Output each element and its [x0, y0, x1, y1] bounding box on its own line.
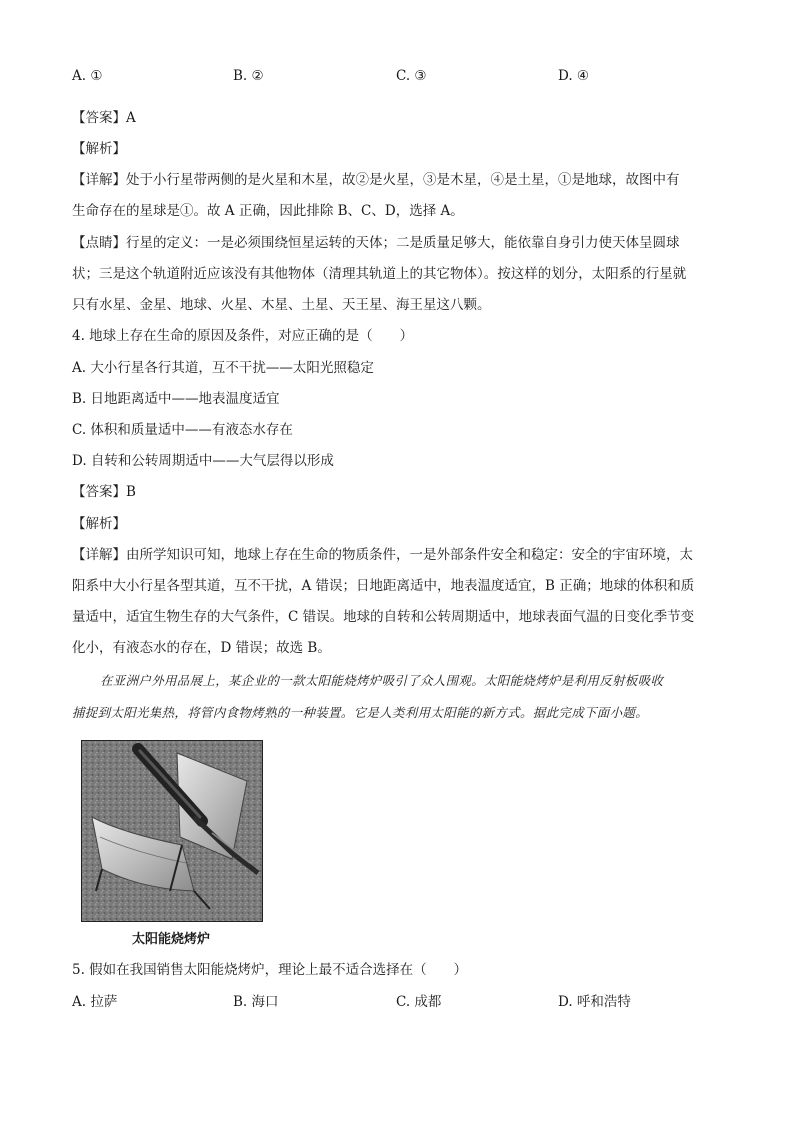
q4-detail-line-2: 阳系中大小行星各型其道，互不干扰，A 错误；日地距离适中，地表温度适宜，B 正确；地球的体积和质: [72, 578, 695, 594]
q5-option-d: D. 呼和浩特: [558, 994, 631, 1010]
q3-tip-line-2: 状；三是这个轨道附近应该没有其他物体（清理其轨道上的其它物体）。按这样的划分，太阳系的行星就: [72, 266, 687, 282]
q3-detail-line-1: 【详解】处于小行星带两侧的是火星和木星，故②是火星，③是木星，④是土星，①是地球，故图中有: [72, 172, 680, 188]
material-line-1: 在亚洲户外用品展上，某企业的一款太阳能烧烤炉吸引了众人围观。太阳能烧烤炉是利用反射板吸收: [100, 673, 664, 688]
q4-answer: 【答案】B: [72, 484, 136, 500]
q4-analysis-label: 【解析】: [72, 516, 126, 532]
q5-option-a: A. 拉萨: [72, 994, 118, 1010]
q4-option-b: B. 日地距离适中——地表温度适宜: [72, 391, 280, 407]
q4-option-c: C. 体积和质量适中——有液态水存在: [72, 422, 293, 438]
q4-stem: 4. 地球上存在生命的原因及条件，对应正确的是（ ）: [72, 328, 414, 344]
q5-stem: 5. 假如在我国销售太阳能烧烤炉，理论上最不适合选择在（ ）: [72, 962, 468, 978]
q4-detail-line-4: 化小，有液态水的存在，D 错误；故选 B。: [72, 640, 331, 656]
solar-grill-illustration: [82, 741, 262, 921]
material-line-2: 捕捉到太阳光集热，将管内食物烤熟的一种装置。它是人类利用太阳能的新方式。据此完成下面小题。: [72, 705, 649, 720]
q3-option-a: A. ①: [72, 68, 103, 84]
q4-detail-line-3: 量适中，适宜生物生存的大气条件，C 错误。地球的自转和公转周期适中，地球表面气温的日变化季节变: [72, 609, 695, 625]
q3-tip-line-3: 只有水星、金星、地球、火星、木星、土星、天王星、海王星这八颗。: [72, 297, 491, 313]
q5-option-c: C. 成都: [396, 994, 442, 1010]
q3-option-d: D. ④: [558, 68, 590, 84]
q4-detail-line-1: 【详解】由所学知识可知，地球上存在生命的物质条件，一是外部条件安全和稳定：安全的宇宙环境，太: [72, 547, 693, 563]
q3-answer: 【答案】A: [72, 110, 136, 126]
q4-option-d: D. 自转和公转周期适中——大气层得以形成: [72, 453, 334, 469]
q3-detail-line-2: 生命存在的星球是①。故 A 正确，因此排除 B、C、D，选择 A。: [72, 203, 464, 219]
q3-analysis-label: 【解析】: [72, 141, 126, 157]
figure-caption: 太阳能烧烤炉: [131, 932, 210, 947]
q3-tip-line-1: 【点睛】行星的定义：一是必须围绕恒星运转的天体；二是质量足够大，能依靠自身引力使天体呈圆球: [72, 235, 680, 251]
q4-option-a: A. 大小行星各行其道，互不干扰——太阳光照稳定: [72, 360, 374, 376]
q3-option-c: C. ③: [396, 68, 427, 84]
q5-option-b: B. 海口: [233, 994, 279, 1010]
solar-grill-photo: [81, 740, 263, 922]
q3-option-b: B. ②: [233, 68, 264, 84]
